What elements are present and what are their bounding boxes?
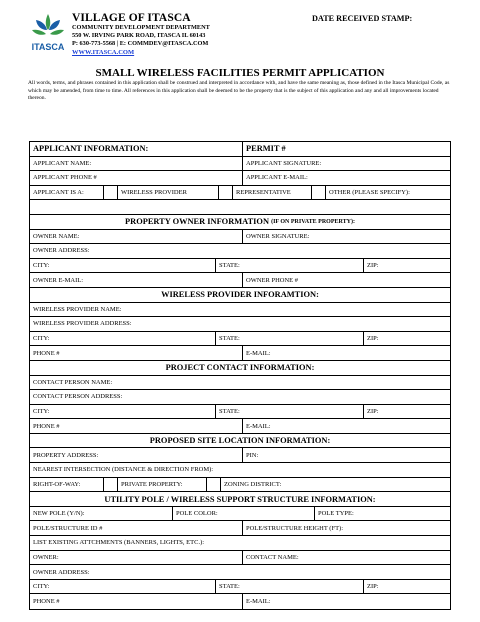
private-property-label: PRIVATE PROPERTY: [121, 480, 183, 488]
nearest-intersection-field[interactable]: NEAREST INTERSECTION (DISTANCE & DIRECTION FROM): [33, 466, 214, 474]
form-row [30, 332, 450, 347]
contact-name-field[interactable]: CONTACT PERSON NAME: [33, 378, 113, 386]
logo-leaves-icon [28, 12, 68, 44]
owner-zip-field[interactable]: ZIP: [363, 259, 450, 273]
wireless-provider-label: WIRELESS PROVIDER [121, 189, 187, 197]
project-header-row [30, 361, 450, 376]
private-property-checkbox[interactable] [206, 478, 221, 492]
owner-section-note: (IF ON PRIVATE PROPERTY): [271, 218, 355, 225]
applicant-signature-field[interactable]: APPLICANT SIGNATURE: [242, 157, 450, 171]
applicant-name-field[interactable]: APPLICANT NAME: [33, 159, 92, 167]
form-row [30, 346, 450, 361]
provider-phone-field[interactable]: PHONE # [33, 349, 60, 357]
project-zip-field[interactable]: ZIP: [363, 405, 450, 419]
owner-signature-field[interactable]: OWNER SIGNATURE: [242, 230, 450, 244]
pole-height-field[interactable]: POLE/STRUCTURE HEIGHT (FT): [242, 521, 450, 535]
representative-checkbox[interactable] [218, 186, 233, 200]
provider-name-field[interactable]: WIRELESS PROVIDER NAME: [33, 305, 122, 313]
pole-owner-address-field[interactable]: OWNER ADDRESS: [33, 568, 90, 576]
owner-city-field[interactable]: CITY: [33, 262, 50, 270]
project-state-field[interactable]: STATE: [215, 405, 363, 419]
applicant-is-a-label: APPLICANT IS A: [33, 189, 84, 197]
form-row [30, 507, 450, 522]
new-pole-field[interactable]: NEW POLE (Y/N): [33, 510, 85, 518]
provider-state-field[interactable]: STATE: [215, 332, 363, 346]
org-address: 550 W. IRVING PARK ROAD, ITASCA IL 60143 [72, 32, 206, 39]
provider-email-field[interactable]: E-MAIL: [242, 346, 450, 360]
project-city-field[interactable]: CITY: [33, 407, 50, 415]
pole-section-title: UTILITY POLE / WIRELESS SUPPORT STRUCTURE INFORMATION: [104, 494, 376, 504]
pole-email-field[interactable]: E-MAIL: [242, 594, 450, 609]
provider-zip-field[interactable]: ZIP: [363, 332, 450, 346]
form-row [30, 463, 450, 478]
project-phone-field[interactable]: PHONE # [33, 422, 60, 430]
owner-name-field[interactable]: OWNER NAME: [33, 232, 80, 240]
pole-state-field[interactable]: STATE: [215, 580, 363, 594]
existing-attachments-field[interactable]: LIST EXISTING ATTCHMENTS (BANNERS, LIGHTS, ETC.): [33, 539, 205, 547]
owner-address-field[interactable]: OWNER ADDRESS: [33, 247, 90, 255]
applicant-type-row [30, 186, 450, 201]
right-of-way-label: RIGHT-OF-WAY: [33, 480, 81, 488]
owner-phone-field[interactable]: OWNER PHONE # [242, 273, 450, 287]
site-section-title: PROPOSED SITE LOCATION INFORMATION: [149, 436, 331, 446]
pole-id-field[interactable]: POLE/STRUCTURE ID # [33, 524, 103, 532]
form-row [30, 419, 450, 434]
pole-city-field[interactable]: CITY: [33, 583, 50, 591]
form-row [30, 244, 450, 259]
provider-city-field[interactable]: CITY: [33, 335, 50, 343]
provider-section-title: WIRELESS PROVIDER INFORAMTION: [161, 290, 319, 300]
form-row [30, 259, 450, 274]
pin-field[interactable]: PIN: [242, 448, 450, 462]
form-row [30, 230, 450, 245]
blank-row [30, 200, 450, 215]
applicant-phone-field[interactable]: APPLICANT PHONE # [33, 174, 97, 182]
owner-header-row [30, 215, 450, 230]
form-row [30, 521, 450, 536]
form-row [30, 405, 450, 420]
form-row [30, 594, 450, 609]
form-row [30, 565, 450, 580]
form-row [30, 448, 450, 463]
site-header-row [30, 434, 450, 449]
provider-address-field[interactable]: WIRELESS PROVIDER ADDRESS: [33, 320, 132, 328]
provider-header-row [30, 288, 450, 303]
right-of-way-checkbox[interactable] [103, 478, 118, 492]
other-checkbox[interactable] [311, 186, 326, 200]
form-row [30, 303, 450, 318]
applicant-section-title: APPLICANT INFORMATION: [33, 144, 149, 154]
project-section-title: PROJECT CONTACT INFORMATION: [165, 363, 315, 373]
owner-email-field[interactable]: OWNER E-MAIL: [33, 276, 84, 284]
owner-section-title-text: PROPERTY OWNER INFORMATION [125, 217, 269, 227]
form-row [30, 536, 450, 551]
applicant-header-row [30, 142, 450, 157]
project-email-field[interactable]: E-MAIL: [242, 419, 450, 433]
intro-text: All words, terms, and phrases contained in this application shall be construed and interpreted in accordance with, and have the same meaning as, those defined in the Itasca Municipal Code, as which may be amended, from time to time. All references in this application shall be deemed to be the property that is the subject of this application and any and all improvements located thereon. [28, 80, 450, 102]
org-contact: P: 630-773-5568 | E: COMMDEV@ITASCA.COM [72, 40, 209, 47]
owner-state-field[interactable]: STATE: [215, 259, 363, 273]
wireless-provider-checkbox[interactable] [103, 186, 118, 200]
date-received-stamp: DATE RECEIVED STAMP: [312, 14, 413, 23]
pole-type-field[interactable]: POLE TYPE: [314, 507, 450, 521]
form-row [30, 317, 450, 332]
itasca-logo [28, 12, 68, 56]
org-name: VILLAGE OF ITASCA [72, 12, 191, 24]
zoning-district-field[interactable]: ZONING DISTRICT: [224, 480, 282, 488]
org-block [72, 12, 210, 57]
form-row [30, 171, 450, 186]
form-row [30, 551, 450, 566]
other-specify-field[interactable]: OTHER (PLEASE SPECIFY): [329, 189, 410, 197]
representative-label: REPRESENTATIVE [236, 189, 291, 197]
page-title: SMALL WIRELESS FACILITIES PERMIT APPLICATION [95, 67, 385, 79]
form-row [30, 580, 450, 595]
pole-phone-field[interactable]: PHONE # [33, 598, 60, 606]
pole-header-row [30, 492, 450, 507]
property-address-field[interactable]: PROPERTY ADDRESS: [33, 451, 99, 459]
form-row [30, 390, 450, 405]
pole-owner-field[interactable]: OWNER: [33, 553, 59, 561]
owner-section-title [30, 215, 450, 229]
pole-zip-field[interactable]: ZIP: [363, 580, 450, 594]
application-form [29, 141, 451, 610]
pole-color-field[interactable]: POLE COLOR: [172, 507, 314, 521]
pole-contact-name-field[interactable]: CONTACT NAME: [242, 551, 450, 565]
form-row [30, 376, 450, 391]
contact-address-field[interactable]: CONTACT PERSON ADDRESS: [33, 393, 123, 401]
form-row [30, 273, 450, 288]
permit-number-field[interactable]: PERMIT # [242, 142, 450, 156]
site-type-row [30, 478, 450, 493]
department: COMMUNITY DEVELOPMENT DEPARTMENT [72, 24, 210, 31]
form-row [30, 157, 450, 172]
page-header [28, 12, 458, 62]
logo-text: ITASCA [31, 42, 65, 52]
applicant-email-field[interactable]: APPLICANT E-MAIL: [242, 171, 450, 185]
website-link[interactable]: WWW.ITASCA.COM [72, 49, 135, 56]
